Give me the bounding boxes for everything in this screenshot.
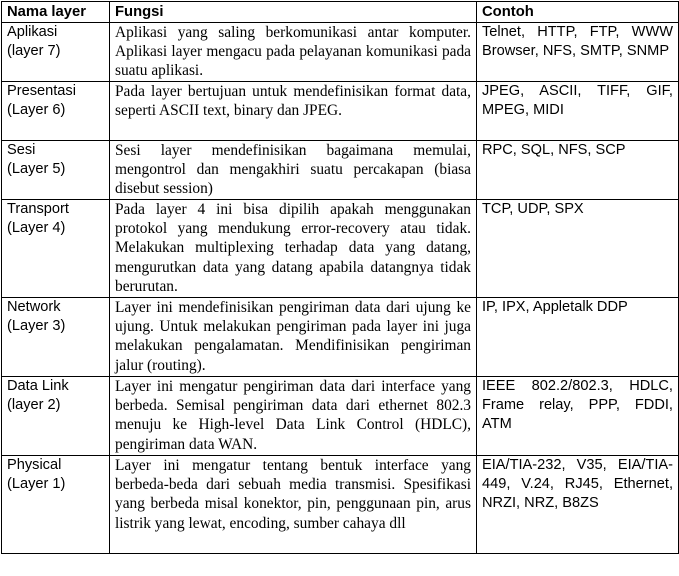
layer-name-cell (2, 456, 110, 554)
layer-name: Physical (7, 457, 62, 473)
table-row (2, 141, 679, 200)
layer-examples: Telnet, HTTP, FTP, WWW Browser, NFS, SMTP, SNMP (477, 23, 679, 82)
table-row (2, 298, 679, 377)
layer-number: (Layer 5) (7, 161, 66, 178)
table-header-row (2, 2, 679, 23)
layer-name: Presentasi (7, 83, 76, 99)
layer-examples: IEEE 802.2/802.3, HDLC, Frame relay, PPP, FDDI, ATM (477, 377, 679, 456)
layer-number: (Layer 6) (7, 102, 66, 119)
table-row (2, 23, 679, 82)
layer-name-cell (2, 23, 110, 82)
table-row (2, 200, 679, 298)
header-fungsi: Fungsi (110, 2, 477, 23)
header-nama-layer: Nama layer (2, 2, 110, 23)
layer-number: (Layer 1) (7, 476, 66, 493)
layer-function: Pada layer bertujuan untuk mendefinisikan format data, seperti ASCII text, binary dan JPEG. (110, 82, 477, 141)
layer-name: Data Link (7, 378, 69, 394)
layer-name-cell (2, 200, 110, 298)
layer-name: Aplikasi (7, 24, 58, 40)
layer-function: Pada layer 4 ini bisa dipilih apakah menggunakan protokol yang mendukung error-recovery atau tidak. Melakukan multiplexing terhadap data yang datang, mengurutkan data yang datang apabila datangnya tidak berurutan. (110, 200, 477, 298)
layer-function: Layer ini mengatur tentang bentuk interface yang berbeda-beda dari sebuah media transmisi. Spesifikasi yang berbeda misal konektor, pin, penggunaan pin, arus listrik yang lewat, encoding, sumber cahaya dll (110, 456, 477, 554)
layer-name: Transport (7, 201, 69, 217)
layer-examples: IP, IPX, Appletalk DDP (477, 298, 679, 377)
layer-name-cell (2, 298, 110, 377)
layer-name-cell (2, 141, 110, 200)
layer-name-cell (2, 377, 110, 456)
layer-examples: TCP, UDP, SPX (477, 200, 679, 298)
osi-layer-table (1, 1, 679, 554)
layer-number: (layer 2) (7, 397, 61, 414)
layer-name-cell (2, 82, 110, 141)
layer-name: Sesi (7, 142, 36, 158)
table-row (2, 377, 679, 456)
layer-number: (layer 7) (7, 43, 61, 60)
layer-function: Aplikasi yang saling berkomunikasi antar komputer. Aplikasi layer mengacu pada pelayanan komunikasi pada suatu aplikasi. (110, 23, 477, 82)
layer-examples: EIA/TIA-232, V35, EIA/TIA- 449, V.24, RJ45, Ethernet, NRZI, NRZ, B8ZS (477, 456, 679, 554)
layer-name: Network (7, 299, 61, 315)
layer-examples: RPC, SQL, NFS, SCP (477, 141, 679, 200)
table-row (2, 456, 679, 554)
layer-examples: JPEG, ASCII, TIFF, GIF, MPEG, MIDI (477, 82, 679, 141)
layer-function: Sesi layer mendefinisikan bagaimana memulai, mengontrol dan mengakhiri suatu percakapan (biasa disebut session) (110, 141, 477, 200)
layer-number: (Layer 4) (7, 220, 66, 237)
table-row (2, 82, 679, 141)
layer-number: (Layer 3) (7, 318, 66, 335)
layer-function: Layer ini mengatur pengiriman data dari interface yang berbeda. Semisal pengiriman data dari ethernet 802.3 menuju ke High-level Data Link Control (HDLC), pengiriman data WAN. (110, 377, 477, 456)
layer-function: Layer ini mendefinisikan pengiriman data dari ujung ke ujung. Untuk melakukan pengiriman pada layer ini juga melakukan pengalamatan. Mendifinisikan pengiriman jalur (routing). (110, 298, 477, 377)
header-contoh: Contoh (477, 2, 679, 23)
